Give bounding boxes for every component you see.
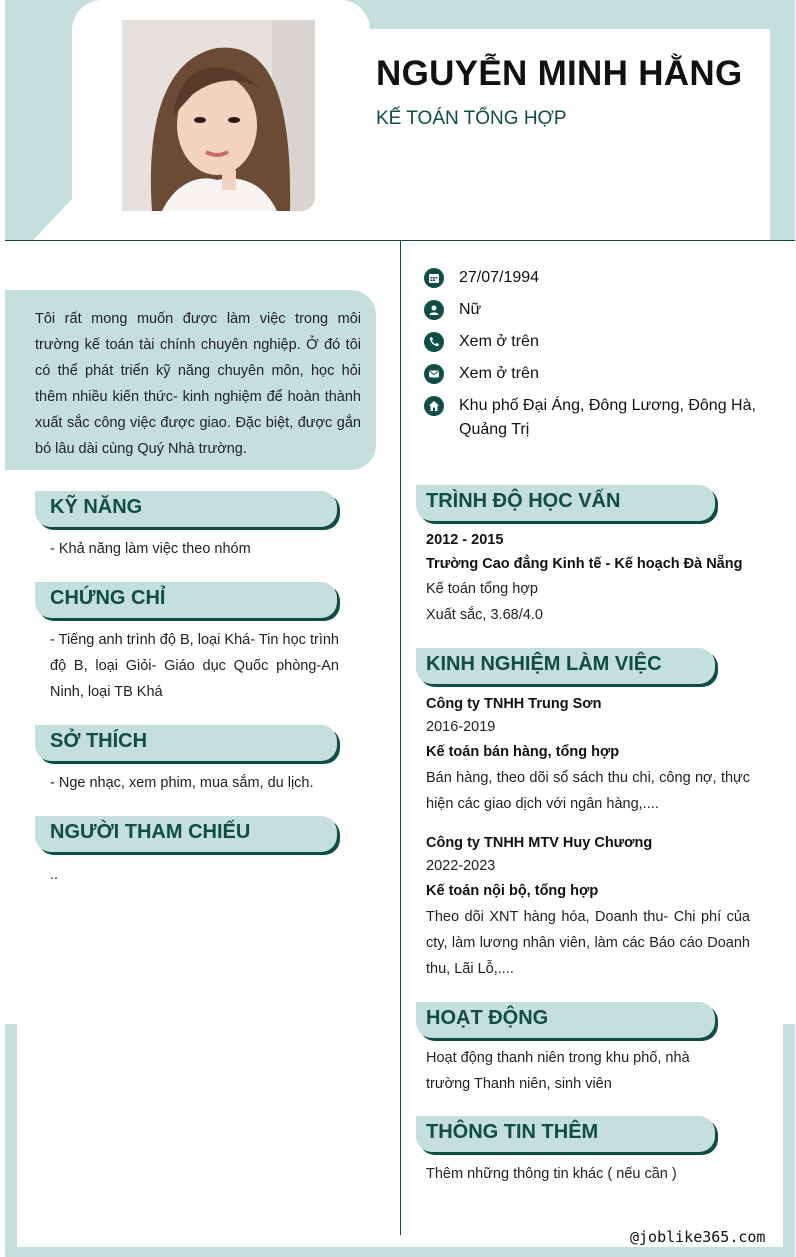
references-text: ..: [50, 867, 59, 883]
watermark: @joblike365.com: [630, 1228, 766, 1246]
education-major: Kế toán tổng hợp: [426, 581, 538, 597]
contact-birthday: [424, 266, 759, 290]
additional-info-heading: THÔNG TIN THÊM: [416, 1116, 715, 1152]
job-description: Bán hàng, theo dõi sổ sách thu chi, công nợ, thực hiện các giao dịch với ngân hàng,....: [426, 770, 750, 812]
column-divider: [400, 240, 401, 1235]
email-text: Xem ở trên: [459, 365, 539, 382]
bottom-frame-right: [783, 1024, 795, 1257]
hobbies-text: - Nge nhạc, xem phim, mua sắm, du lịch.: [50, 775, 314, 791]
education-grade: Xuất sắc, 3.68/4.0: [426, 607, 543, 623]
job-period: 2016-2019: [426, 719, 496, 735]
phone-icon: [424, 332, 444, 352]
profile-photo: [122, 20, 315, 211]
experience-heading: KINH NGHIỆM LÀM VIỆC: [416, 648, 715, 684]
candidate-name: NGUYỄN MINH HẰNG: [376, 54, 743, 93]
job-period: 2022-2023: [426, 858, 496, 874]
contact-phone: [424, 330, 759, 354]
bottom-frame-left: [5, 1024, 17, 1257]
education-period: 2012 - 2015: [426, 532, 504, 548]
certificates-heading: CHỨNG CHỈ: [35, 582, 337, 618]
job-position: Kế toán bán hàng, tổng hợp: [426, 744, 620, 760]
gender-text: Nữ: [459, 301, 482, 318]
career-objective: Tôi rất mong muốn được làm việc trong môi trường kế toán tài chính chuyên nghiệp. Ở đó tôi có thể phát triển kỹ năng chuyên môn, học hỏi thêm nhiều kiến thức- kinh nghiệm để hoàn thành xuất sắc công việc được giao. Đặc biệt, được gắn bó lâu dài cùng Quý Nhà trường.: [5, 290, 376, 470]
skills-text: - Khả năng làm việc theo nhóm: [50, 541, 251, 557]
job-company: Công ty TNHH Trung Sơn: [426, 696, 602, 712]
birthday-text: 27/07/1994: [459, 269, 540, 286]
user-icon: [424, 300, 444, 320]
education-heading: TRÌNH ĐỘ HỌC VẤN: [416, 485, 715, 521]
additional-info-text: Thêm những thông tin khác ( nếu cần ): [426, 1166, 677, 1182]
calendar-icon: [424, 268, 444, 288]
activities-heading: HOẠT ĐỘNG: [416, 1002, 715, 1038]
hobbies-heading: SỞ THÍCH: [35, 725, 337, 761]
skills-heading: KỸ NĂNG: [35, 491, 337, 527]
contact-address: [424, 394, 759, 442]
home-icon: [424, 396, 444, 416]
contact-email: [424, 362, 759, 386]
address-text: Khu phố Đại Áng, Đông Lương, Đông Hà, Quảng Trị: [459, 397, 756, 438]
bottom-frame-bar: [5, 1247, 795, 1257]
job-company: Công ty TNHH MTV Huy Chương: [426, 835, 653, 851]
references-heading: NGƯỜI THAM CHIẾU: [35, 816, 337, 852]
contact-gender: [424, 298, 759, 322]
activities-text: Hoạt động thanh niên trong khu phố, nhà trường Thanh niên, sinh viên: [426, 1050, 690, 1092]
certificates-text: - Tiếng anh trình độ B, loại Khá- Tin học trình độ B, loại Giỏi- Giáo dục Quốc phòng-An Ninh, loại TB Khá: [50, 632, 339, 700]
job-description: Theo dõi XNT hàng hóa, Doanh thu- Chi phí của cty, làm lương nhân viên, làm các Báo cáo Doanh thu, Lãi Lỗ,....: [426, 909, 750, 977]
mail-icon: [424, 364, 444, 384]
candidate-job-title: KẾ TOÁN TỔNG HỢP: [376, 108, 567, 129]
education-school: Trường Cao đẳng Kinh tế - Kế hoạch Đà Nẵng: [426, 556, 743, 572]
job-position: Kế toán nội bộ, tổng hợp: [426, 883, 599, 899]
phone-text: Xem ở trên: [459, 333, 539, 350]
